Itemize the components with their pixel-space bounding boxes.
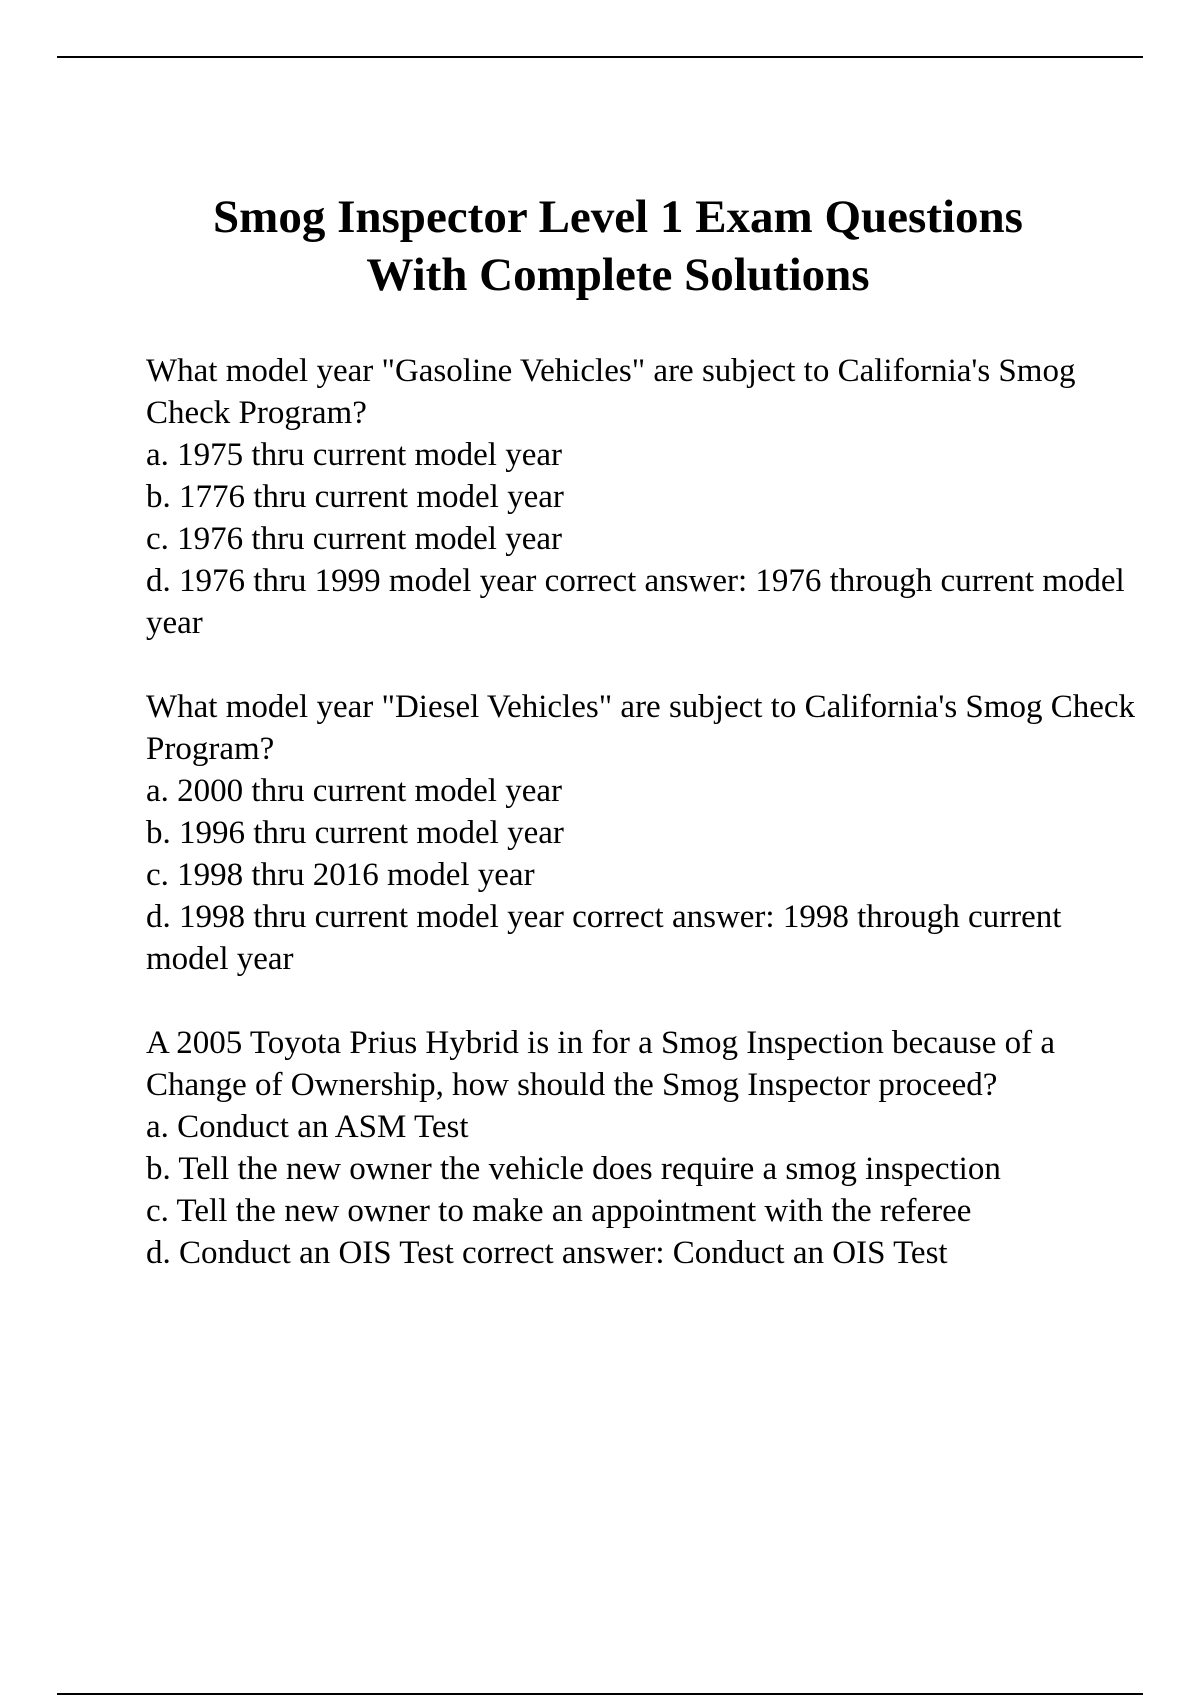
footer-rule xyxy=(57,1693,1143,1695)
title-line-1: Smog Inspector Level 1 Exam Questions xyxy=(213,191,1023,243)
answer-option-with-correct-answer: d. Conduct an OIS Test correct answer: Conduct an OIS Test xyxy=(146,1235,948,1271)
question-list xyxy=(146,350,1136,1316)
answer-option: c. 1998 thru 2016 model year xyxy=(146,857,535,893)
header-rule xyxy=(57,56,1143,58)
question-block xyxy=(146,350,1136,644)
answer-option: c. Tell the new owner to make an appointment with the referee xyxy=(146,1193,972,1229)
answer-option: a. Conduct an ASM Test xyxy=(146,1109,469,1145)
document-title xyxy=(0,188,1200,304)
answer-option: b. 1996 thru current model year xyxy=(146,815,564,851)
question-text: What model year "Diesel Vehicles" are subject to California's Smog Check Program? xyxy=(146,689,1136,767)
question-block xyxy=(146,1022,1136,1274)
answer-option-with-correct-answer: d. 1998 thru current model year correct answer: 1998 through current model year xyxy=(146,899,1062,977)
answer-option: c. 1976 thru current model year xyxy=(146,521,563,557)
answer-option: b. 1776 thru current model year xyxy=(146,479,564,515)
question-text: A 2005 Toyota Prius Hybrid is in for a Smog Inspection because of a Change of Ownership, how should the Smog Inspector proceed? xyxy=(146,1025,1056,1103)
title-line-2: With Complete Solutions xyxy=(366,249,870,301)
answer-option: b. Tell the new owner the vehicle does require a smog inspection xyxy=(146,1151,1001,1187)
answer-option-with-correct-answer: d. 1976 thru 1999 model year correct answer: 1976 through current model year xyxy=(146,563,1125,641)
question-block xyxy=(146,686,1136,980)
answer-option: a. 1975 thru current model year xyxy=(146,437,563,473)
answer-option: a. 2000 thru current model year xyxy=(146,773,563,809)
question-text: What model year "Gasoline Vehicles" are subject to California's Smog Check Program? xyxy=(146,353,1076,431)
